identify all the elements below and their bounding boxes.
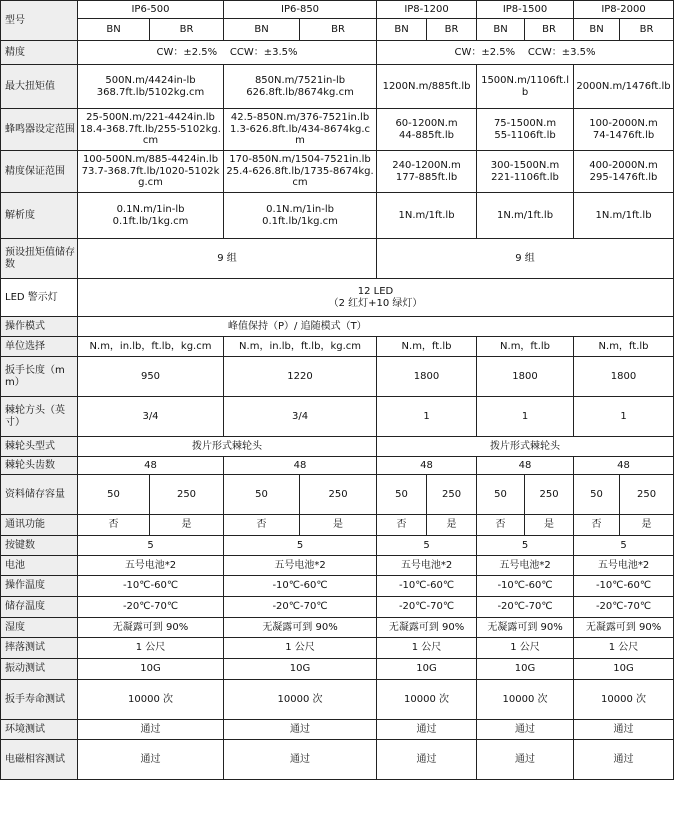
cell: 否 [477, 515, 525, 536]
cell: 1 [477, 397, 574, 437]
cell: 400-2000N.m 295-1476ft.lb [574, 151, 674, 193]
cell: 75-1500N.m 55-1106ft.lb [477, 109, 574, 151]
cell: 50 [224, 475, 300, 515]
preset-ip6: 9 组 [78, 239, 377, 279]
cell: 1 公尺 [477, 638, 574, 659]
cell: 5 [574, 536, 674, 556]
cell: 是 [427, 515, 477, 536]
cell: 300-1500N.m 221-1106ft.lb [477, 151, 574, 193]
row-data-storage [1, 475, 674, 515]
row-label: 单位选择 [1, 337, 78, 357]
row-label: 棘轮头型式 [1, 437, 78, 457]
cell: 170-850N.m/1504-7521in.lb 25.4-626.8ft.lb/1735-8674kg.cm [224, 151, 377, 193]
row-units [1, 337, 674, 357]
cell: 5 [377, 536, 477, 556]
cell: 100-500N.m/885-4424in.lb 73.7-368.7ft.lb/1020-5102kg.cm [78, 151, 224, 193]
cell: -20℃-70℃ [477, 597, 574, 618]
row-emc-test [1, 740, 674, 780]
row-led [1, 279, 674, 317]
cell: 5 [78, 536, 224, 556]
row-label: 资料储存容量 [1, 475, 78, 515]
cell: 50 [78, 475, 150, 515]
cell: 5 [477, 536, 574, 556]
cell: N.m，ft.lb [477, 337, 574, 357]
ratchet-type-ip6: 拨片形式棘轮头 [78, 437, 377, 457]
cell: -20℃-70℃ [78, 597, 224, 618]
cell: 1200N.m/885ft.lb [377, 65, 477, 109]
cell: 3/4 [224, 397, 377, 437]
row-label: 蜂鸣器设定范围 [1, 109, 78, 151]
row-label: 扳手长度（mm） [1, 357, 78, 397]
cell: 通过 [224, 740, 377, 780]
row-env-test [1, 720, 674, 740]
cell: 240-1200N.m 177-885ft.lb [377, 151, 477, 193]
cell: 1 公尺 [377, 638, 477, 659]
cell: 通过 [224, 720, 377, 740]
cell: 5 [224, 536, 377, 556]
cell: 通过 [377, 720, 477, 740]
row-label: 电池 [1, 556, 78, 576]
cell: N.m，in.lb，ft.lb，kg.cm [78, 337, 224, 357]
cell: 五号电池*2 [78, 556, 224, 576]
cell: 无凝露可到 90% [377, 618, 477, 638]
row-accuracy [1, 41, 674, 65]
cell: 10G [78, 659, 224, 680]
row-op-temp [1, 576, 674, 597]
row-label: 通讯功能 [1, 515, 78, 536]
row-label: 最大扭矩值 [1, 65, 78, 109]
cell: N.m，ft.lb [377, 337, 477, 357]
ratchet-type-ip8: 拨片形式棘轮头 [377, 437, 674, 457]
variant-bn: BN [377, 19, 427, 41]
cell: 通过 [477, 720, 574, 740]
cell: 1800 [574, 357, 674, 397]
cell: 10000 次 [477, 680, 574, 720]
cell: 42.5-850N.m/376-7521in.lb 1.3-626.8ft.lb/434-8674kg.cm [224, 109, 377, 151]
row-drop-test [1, 638, 674, 659]
cell: 否 [574, 515, 620, 536]
cell: 950 [78, 357, 224, 397]
cell: 48 [78, 457, 224, 475]
row-label: 电磁相容测试 [1, 740, 78, 780]
cell: 10000 次 [377, 680, 477, 720]
row-humidity [1, 618, 674, 638]
cell: 是 [150, 515, 224, 536]
cell: -20℃-70℃ [574, 597, 674, 618]
model-header: 型号 [1, 1, 78, 41]
variant-br: BR [300, 19, 377, 41]
cell: 1N.m/1ft.lb [477, 193, 574, 239]
variant-bn: BN [477, 19, 525, 41]
row-label: 操作温度 [1, 576, 78, 597]
cell: 1 公尺 [574, 638, 674, 659]
row-accuracy-range [1, 151, 674, 193]
variant-bn: BN [78, 19, 150, 41]
cell: 0.1N.m/1in-lb 0.1ft.lb/1kg.cm [78, 193, 224, 239]
row-label: 摔落测试 [1, 638, 78, 659]
led-cell: 12 LED （2 红灯+10 绿灯） [78, 279, 674, 317]
cell: 48 [224, 457, 377, 475]
cell: N.m，ft.lb [574, 337, 674, 357]
cell: 五号电池*2 [477, 556, 574, 576]
row-ratchet-teeth [1, 457, 674, 475]
cell: 250 [525, 475, 574, 515]
cell: 1800 [477, 357, 574, 397]
cell: 否 [78, 515, 150, 536]
cell: 通过 [78, 720, 224, 740]
row-communication [1, 515, 674, 536]
variant-bn: BN [224, 19, 300, 41]
model-ip6-500: IP6-500 [78, 1, 224, 19]
cell: 10G [224, 659, 377, 680]
row-label: 环境测试 [1, 720, 78, 740]
row-life-test [1, 680, 674, 720]
cell: 250 [620, 475, 674, 515]
cell: -10℃-60℃ [574, 576, 674, 597]
row-preset-storage [1, 239, 674, 279]
row-label: 预设扭矩值储存数 [1, 239, 78, 279]
row-label: 精度 [1, 41, 78, 65]
cell: 1 公尺 [224, 638, 377, 659]
preset-ip8: 9 组 [377, 239, 674, 279]
model-ip8-1200: IP8-1200 [377, 1, 477, 19]
model-ip8-2000: IP8-2000 [574, 1, 674, 19]
row-label: 按键数 [1, 536, 78, 556]
cell: 1500N.m/1106ft.lb [477, 65, 574, 109]
cell: 48 [574, 457, 674, 475]
variant-br: BR [150, 19, 224, 41]
row-mode [1, 317, 674, 337]
row-label: 操作模式 [1, 317, 78, 337]
cell: -10℃-60℃ [377, 576, 477, 597]
cell: 是 [620, 515, 674, 536]
cell: -10℃-60℃ [78, 576, 224, 597]
cell: 250 [427, 475, 477, 515]
row-label: 精度保证范围 [1, 151, 78, 193]
row-label: 扳手寿命测试 [1, 680, 78, 720]
accuracy-ip6: CW：±2.5% CCW：±3.5% [78, 41, 377, 65]
cell: 否 [377, 515, 427, 536]
cell: 50 [377, 475, 427, 515]
variant-br: BR [427, 19, 477, 41]
row-length [1, 357, 674, 397]
cell: -10℃-60℃ [224, 576, 377, 597]
cell: 250 [150, 475, 224, 515]
cell: 48 [377, 457, 477, 475]
row-battery [1, 556, 674, 576]
cell: 通过 [477, 740, 574, 780]
cell: 10000 次 [224, 680, 377, 720]
row-ratchet-type [1, 437, 674, 457]
cell: 五号电池*2 [574, 556, 674, 576]
cell: 1 [574, 397, 674, 437]
cell: 2000N.m/1476ft.lb [574, 65, 674, 109]
cell: 10G [377, 659, 477, 680]
cell: 1N.m/1ft.lb [377, 193, 477, 239]
header-row-variants [1, 19, 674, 41]
row-storage-temp [1, 597, 674, 618]
cell: 1220 [224, 357, 377, 397]
cell: 否 [224, 515, 300, 536]
model-ip8-1500: IP8-1500 [477, 1, 574, 19]
cell: 无凝露可到 90% [477, 618, 574, 638]
cell: 10000 次 [574, 680, 674, 720]
accuracy-ip8: CW：±2.5% CCW：±3.5% [377, 41, 674, 65]
cell: 500N.m/4424in-lb 368.7ft.lb/5102kg.cm [78, 65, 224, 109]
cell: 100-2000N.m 74-1476ft.lb [574, 109, 674, 151]
cell: 无凝露可到 90% [574, 618, 674, 638]
cell: 1 [377, 397, 477, 437]
cell: 1N.m/1ft.lb [574, 193, 674, 239]
variant-br: BR [620, 19, 674, 41]
cell: -20℃-70℃ [377, 597, 477, 618]
cell: 25-500N.m/221-4424in.lb 18.4-368.7ft.lb/255-5102kg.cm [78, 109, 224, 151]
cell: 10G [574, 659, 674, 680]
cell: 是 [525, 515, 574, 536]
row-label: 解析度 [1, 193, 78, 239]
cell: 0.1N.m/1in-lb 0.1ft.lb/1kg.cm [224, 193, 377, 239]
cell: 10000 次 [78, 680, 224, 720]
cell: 3/4 [78, 397, 224, 437]
row-ratchet-square [1, 397, 674, 437]
cell: 1800 [377, 357, 477, 397]
cell: 通过 [377, 740, 477, 780]
cell: -20℃-70℃ [224, 597, 377, 618]
cell: 通过 [574, 740, 674, 780]
row-vibration [1, 659, 674, 680]
cell: -10℃-60℃ [477, 576, 574, 597]
row-label: LED 警示灯 [1, 279, 78, 317]
header-row-models [1, 1, 674, 19]
row-resolution [1, 193, 674, 239]
cell: 850N.m/7521in-lb 626.8ft.lb/8674kg.cm [224, 65, 377, 109]
cell: 50 [574, 475, 620, 515]
cell: 48 [477, 457, 574, 475]
row-buzzer-range [1, 109, 674, 151]
cell: 1 公尺 [78, 638, 224, 659]
cell: 250 [300, 475, 377, 515]
cell: 五号电池*2 [224, 556, 377, 576]
variant-br: BR [525, 19, 574, 41]
row-label: 棘轮方头（英寸） [1, 397, 78, 437]
row-label: 湿度 [1, 618, 78, 638]
cell: 通过 [78, 740, 224, 780]
row-max-torque [1, 65, 674, 109]
cell: 通过 [574, 720, 674, 740]
row-label: 储存温度 [1, 597, 78, 618]
variant-bn: BN [574, 19, 620, 41]
cell: 是 [300, 515, 377, 536]
mode-cell: 峰值保持（P）/ 追随模式（T） [78, 317, 674, 337]
cell: 50 [477, 475, 525, 515]
cell: 无凝露可到 90% [224, 618, 377, 638]
cell: 五号电池*2 [377, 556, 477, 576]
cell: 60-1200N.m 44-885ft.lb [377, 109, 477, 151]
row-label: 棘轮头齿数 [1, 457, 78, 475]
row-keys [1, 536, 674, 556]
cell: 无凝露可到 90% [78, 618, 224, 638]
cell: 10G [477, 659, 574, 680]
model-ip6-850: IP6-850 [224, 1, 377, 19]
cell: N.m，in.lb，ft.lb，kg.cm [224, 337, 377, 357]
row-label: 振动测试 [1, 659, 78, 680]
